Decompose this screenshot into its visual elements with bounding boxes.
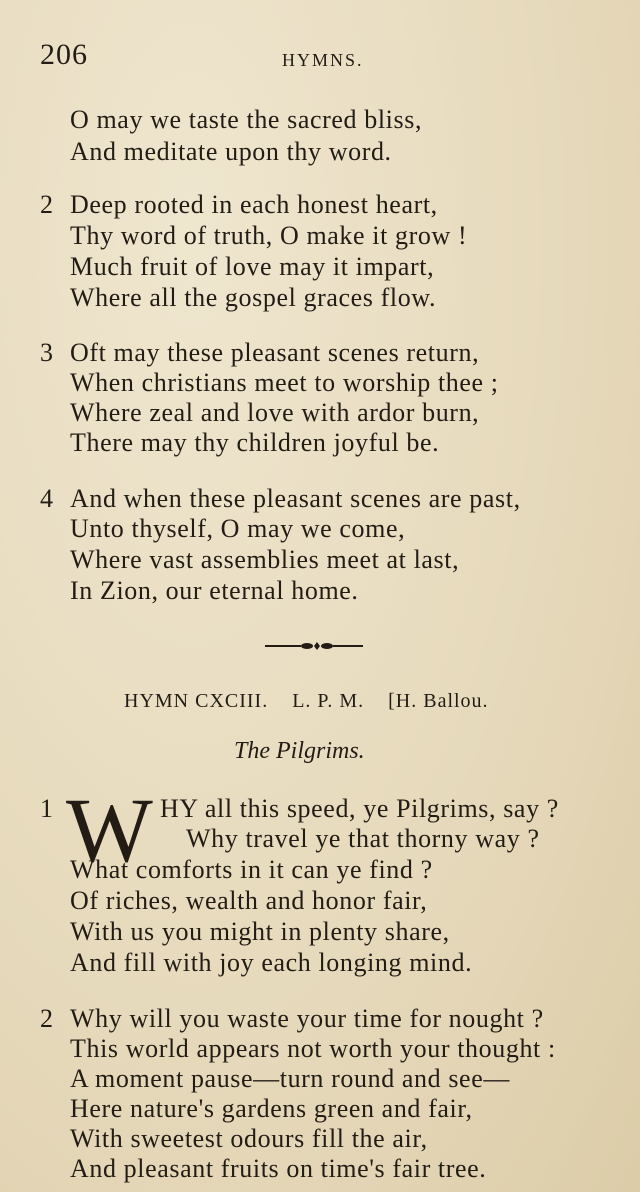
- verse-line: There may thy children joyful be.: [70, 428, 440, 457]
- running-title: HYMNS.: [282, 50, 364, 70]
- hymn-meter: L. P. M.: [292, 690, 365, 712]
- verse-line: Here nature's gardens green and fair,: [70, 1094, 473, 1123]
- verse-line: This world appears not worth your thought :: [70, 1034, 556, 1063]
- verse-line: What comforts in it can ye find ?: [70, 855, 433, 884]
- verse-line: Deep rooted in each honest heart,: [70, 190, 438, 219]
- verse-line: In Zion, our eternal home.: [70, 576, 359, 605]
- verse-line: Unto thyself, O may we come,: [70, 514, 406, 543]
- verse-line: O may we taste the sacred bliss,: [70, 105, 423, 134]
- verse-line: Thy word of truth, O make it grow !: [70, 221, 468, 250]
- verse-line: With us you might in plenty share,: [70, 917, 450, 946]
- hymn-number: HYMN CXCIII.: [124, 690, 269, 712]
- drop-cap: W: [66, 779, 153, 881]
- verse-line: Where zeal and love with ardor burn,: [70, 398, 480, 427]
- verse-line: Of riches, wealth and honor fair,: [70, 886, 428, 915]
- stanza-number: 3: [40, 338, 53, 367]
- verse-line: Where all the gospel graces flow.: [70, 283, 437, 312]
- verse-line: And fill with joy each longing mind.: [70, 948, 473, 977]
- verse-line: Where vast assemblies meet at last,: [70, 545, 460, 574]
- stanza-number: 4: [40, 484, 53, 513]
- verse-line: And pleasant fruits on time's fair tree.: [70, 1154, 487, 1183]
- verse-line: And meditate upon thy word.: [70, 137, 392, 166]
- page-number: 206: [40, 38, 88, 71]
- verse-line: When christians meet to worship thee ;: [70, 368, 499, 397]
- verse-line: Oft may these pleasant scenes return,: [70, 338, 480, 367]
- ornament-divider: [265, 641, 363, 651]
- verse-line: HY all this speed, ye Pilgrims, say ?: [160, 794, 559, 823]
- stanza-number: 2: [40, 1004, 53, 1033]
- verse-line: A moment pause—turn round and see—: [70, 1064, 510, 1093]
- verse-line: With sweetest odours fill the air,: [70, 1124, 428, 1153]
- stanza-number: 2: [40, 190, 53, 219]
- hymn-author: [H. Ballou.: [388, 690, 489, 712]
- verse-line: Why will you waste your time for nought ?: [70, 1004, 544, 1033]
- stanza-number: 1: [40, 794, 53, 823]
- verse-line: Much fruit of love may it impart,: [70, 252, 435, 281]
- verse-line: And when these pleasant scenes are past,: [70, 484, 521, 513]
- verse-line: Why travel ye that thorny way ?: [186, 824, 540, 853]
- hymn-heading: [124, 690, 507, 713]
- hymn-title: The Pilgrims.: [234, 738, 365, 764]
